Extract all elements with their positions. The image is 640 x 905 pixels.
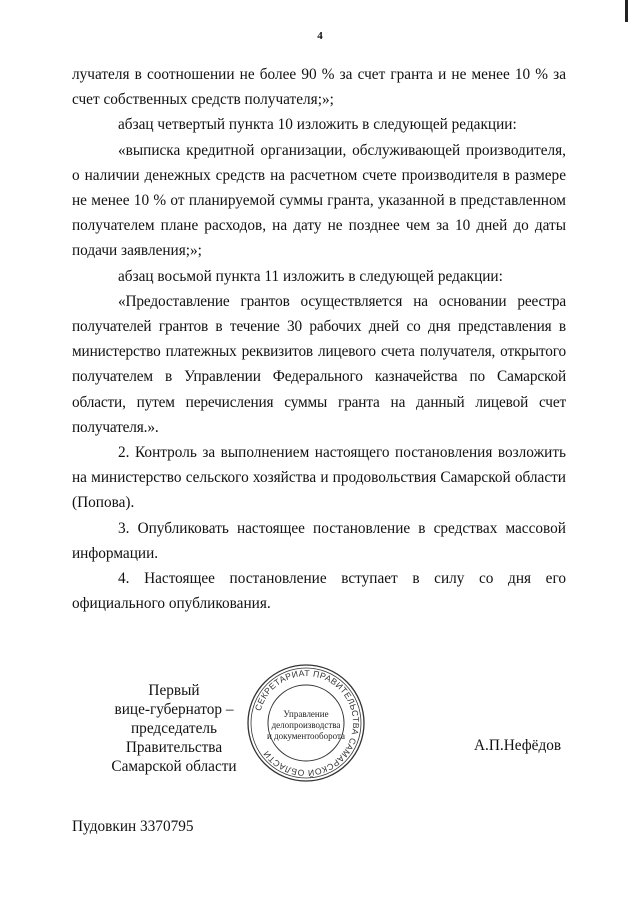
document-body [72,62,566,616]
stamp-outer-text: СЕКРЕТАРИАТ ПРАВИТЕЛЬСТВА САМАРСКОЙ ОБЛАСТИ [252,667,362,779]
paragraph-item-4: 4. Настоящее постановление вступает в силу со дня его официального опубликования. [72,570,566,613]
signatory-title-line: Первый [148,682,200,699]
paragraph-amendment-text-10: «выписка кредитной организации, обслуживающей производителя, о наличии денежных средств на расчетном счете производителя в размере не менее 10 % от планируемой суммы гранта, указанной в представленном получателем плане расходов, на дату не позднее чем за 10 дней до даты подачи заявления;»; [72,141,566,260]
paragraph-continuation: лучателя в соотношении не более 90 % за счет гранта и не менее 10 % за счет собственных средств получателя;»; [72,66,566,109]
scan-corner-mark [625,0,628,22]
signatory-title-line: Самарской области [111,758,237,775]
stamp-inner-line: Управление [283,709,329,719]
paragraph-amendment-text-11: «Предоставление грантов осуществляется на основании реестра получателей грантов в течение 30 рабочих дней со дня представления в министерство платежных реквизитов лицевого счета получателя, открытого получателем в Управлении Федерального казначейства по Самарской области, путем перечисления суммы гранта на данный лицевой счет получателя.». [72,292,566,436]
signatory-title [84,681,264,776]
signatory-name: А.П.Нефёдов [474,737,562,754]
page-number: 4 [317,30,323,42]
official-stamp [245,662,367,784]
performer-contact: Пудовкин 3370795 [72,818,194,835]
paragraph-amendment-intro-10: абзац четвертый пункта 10 изложить в следующей редакции: [118,116,517,134]
paragraph-amendment-intro-11: абзац восьмой пункта 11 изложить в следующей редакции: [118,267,503,285]
paragraph-item-2: 2. Контроль за выполнением настоящего постановления возложить на министерство сельского хозяйства и продовольствия Самарской области (Попова). [72,444,566,512]
signatory-title-line: вице-губернатор – [114,701,234,718]
stamp-seal [245,662,367,784]
stamp-inner-line: делопроизводства [271,720,341,730]
stamp-inner-line: и документооборота [266,731,346,741]
signatory-title-line: председатель Правительства [125,720,223,756]
paragraph-item-3: 3. Опубликовать настоящее постановление в средствах массовой информации. [72,519,566,562]
